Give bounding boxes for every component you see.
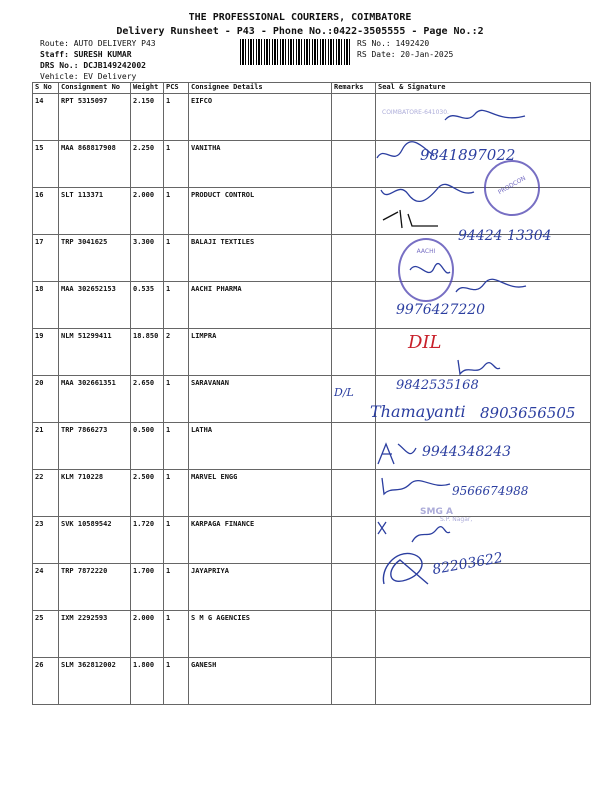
- row-sno: 16: [33, 188, 59, 235]
- document-title: THE PROFESSIONAL COURIERS, COIMBATORE: [188, 12, 412, 23]
- vehicle-line: Vehicle: EV Delivery: [40, 72, 137, 81]
- row-signature: [376, 658, 591, 705]
- name-22: Thamayanti: [370, 402, 466, 421]
- row-remarks: [332, 94, 376, 141]
- phone-21: 9842535168: [396, 378, 479, 393]
- runsheet-meta-right: [357, 38, 557, 60]
- row-pcs: 2: [164, 329, 189, 376]
- row-sno: 22: [33, 470, 59, 517]
- row-weight: 1.700: [131, 564, 164, 611]
- col-header-remarks: Remarks: [332, 83, 376, 94]
- phone-23: 9944348243: [422, 444, 512, 460]
- row-weight: 0.500: [131, 423, 164, 470]
- row-consignee: AACHI PHARMA: [189, 282, 332, 329]
- phone-24: 9566674988: [452, 484, 529, 498]
- row-sno: 19: [33, 329, 59, 376]
- row-remarks: [332, 235, 376, 282]
- row-consignment: SLM 362812002: [59, 658, 131, 705]
- row-sno: 17: [33, 235, 59, 282]
- staff-line: Staff: SURESH KUMAR: [40, 50, 132, 59]
- row-pcs: 1: [164, 470, 189, 517]
- row-weight: 2.650: [131, 376, 164, 423]
- row-pcs: 1: [164, 376, 189, 423]
- col-header-weight: Weight: [131, 83, 164, 94]
- row-consignee: PRODUCT CONTROL: [189, 188, 332, 235]
- row-consignment: IXM 2292593: [59, 611, 131, 658]
- row-sno: 14: [33, 94, 59, 141]
- row-consignment: KLM 710228: [59, 470, 131, 517]
- col-header-consignee: Consignee Details: [189, 83, 332, 94]
- row-remarks: [332, 141, 376, 188]
- table-row: [33, 658, 591, 705]
- row-consignee: S M G AGENCIES: [189, 611, 332, 658]
- signature-14: [440, 106, 530, 128]
- row-remarks: [332, 658, 376, 705]
- rs-date-line: RS Date: 20-Jan-2025: [357, 50, 454, 59]
- row-consignment: RPT 5315097: [59, 94, 131, 141]
- row-consignee: LIMPRA: [189, 329, 332, 376]
- row-remarks: [332, 282, 376, 329]
- row-remarks: [332, 611, 376, 658]
- row-consignment: MAA 302652153: [59, 282, 131, 329]
- signature-17: [378, 206, 448, 232]
- row-remarks: [332, 188, 376, 235]
- row-pcs: 1: [164, 235, 189, 282]
- signature-16: [378, 178, 478, 206]
- row-consignment: SVK 10589542: [59, 517, 131, 564]
- drs-line: DRS No.: DCJB149242002: [40, 61, 146, 70]
- row-weight: 1.800: [131, 658, 164, 705]
- rs-no-line: RS No.: 1492420: [357, 39, 430, 48]
- smg-stamp-name: SMG A: [420, 507, 453, 517]
- row-sno: 26: [33, 658, 59, 705]
- row-consignee: EIFCO: [189, 94, 332, 141]
- prodcon-stamp-text: PRODCON: [497, 174, 527, 197]
- phone-26: 82203622: [431, 549, 505, 579]
- table-row: [33, 564, 591, 611]
- row-weight: 1.720: [131, 517, 164, 564]
- smg-stamp-address: S.P. Nagar,: [440, 516, 473, 523]
- row-consignment: TRP 7866273: [59, 423, 131, 470]
- row-weight: 2.150: [131, 94, 164, 141]
- signature-18: [404, 258, 454, 282]
- eifco-stamp-text: COIMBATORE-641030.: [382, 109, 449, 116]
- row-pcs: 1: [164, 564, 189, 611]
- table-row: [33, 611, 591, 658]
- row-sno: 18: [33, 282, 59, 329]
- row-signature: [376, 611, 591, 658]
- row-sno: 25: [33, 611, 59, 658]
- phone-19: 9976427220: [396, 302, 486, 318]
- row-remarks: D/L: [332, 376, 376, 423]
- phone-22: 8903656505: [480, 404, 576, 422]
- row-remarks: [332, 517, 376, 564]
- signature-19: [452, 276, 532, 300]
- row-consignment: MAA 868817908: [59, 141, 131, 188]
- col-header-sno: S No: [33, 83, 59, 94]
- col-header-pcs: PCS: [164, 83, 189, 94]
- row-sno: 20: [33, 376, 59, 423]
- row-pcs: 1: [164, 141, 189, 188]
- row-weight: 2.000: [131, 611, 164, 658]
- dl-mark: DIL: [408, 332, 442, 353]
- signature-23: [372, 438, 422, 470]
- row-sno: 15: [33, 141, 59, 188]
- col-header-consignment: Consignment No: [59, 83, 131, 94]
- row-pcs: 1: [164, 94, 189, 141]
- row-consignment: SLT 113371: [59, 188, 131, 235]
- row-consignee: GANESH: [189, 658, 332, 705]
- signature-24: [376, 474, 456, 498]
- row-consignee: KARPAGA FINANCE: [189, 517, 332, 564]
- row-consignee: MARVEL ENGG: [189, 470, 332, 517]
- barcode-image: [240, 39, 350, 65]
- row-remarks: [332, 470, 376, 517]
- row-pcs: 1: [164, 423, 189, 470]
- row-weight: 2.250: [131, 141, 164, 188]
- signature-26: [376, 540, 436, 590]
- row-pcs: 1: [164, 282, 189, 329]
- row-pcs: 1: [164, 611, 189, 658]
- row-sno: 24: [33, 564, 59, 611]
- row-weight: 2.000: [131, 188, 164, 235]
- row-sno: 21: [33, 423, 59, 470]
- row-weight: 3.300: [131, 235, 164, 282]
- row-remarks: [332, 329, 376, 376]
- row-consignee: JAYAPRIYA: [189, 564, 332, 611]
- row-consignee: SARAVANAN: [189, 376, 332, 423]
- signature-21: [454, 354, 504, 378]
- row-consignment: TRP 7872220: [59, 564, 131, 611]
- route-line: Route: AUTO DELIVERY P43: [40, 39, 156, 48]
- col-header-signature: Seal & Signature: [376, 83, 591, 94]
- prodcon-stamp: [484, 160, 540, 216]
- row-sno: 23: [33, 517, 59, 564]
- row-weight: 2.500: [131, 470, 164, 517]
- phone-15: 9841897022: [420, 146, 516, 164]
- row-pcs: 1: [164, 517, 189, 564]
- runsheet-subtitle: Delivery Runsheet - P43 - Phone No.:0422-3505555 - Page No.:2: [116, 26, 484, 37]
- row-consignment: TRP 3041625: [59, 235, 131, 282]
- row-pcs: 1: [164, 188, 189, 235]
- table-row: [33, 329, 591, 376]
- row-weight: 0.535: [131, 282, 164, 329]
- row-consignee: BALAJI TEXTILES: [189, 235, 332, 282]
- row-consignment: NLM 51299411: [59, 329, 131, 376]
- row-pcs: 1: [164, 658, 189, 705]
- row-remarks: [332, 564, 376, 611]
- row-consignment: MAA 302661351: [59, 376, 131, 423]
- aachi-stamp-text: AACHI: [416, 248, 436, 255]
- row-consignee: VANITHA: [189, 141, 332, 188]
- row-remarks: [332, 423, 376, 470]
- runsheet-meta-left: [40, 38, 240, 82]
- phone-18: 94424 13304: [458, 228, 552, 244]
- row-consignee: LATHA: [189, 423, 332, 470]
- table-header-row: [33, 83, 591, 94]
- row-weight: 18.850: [131, 329, 164, 376]
